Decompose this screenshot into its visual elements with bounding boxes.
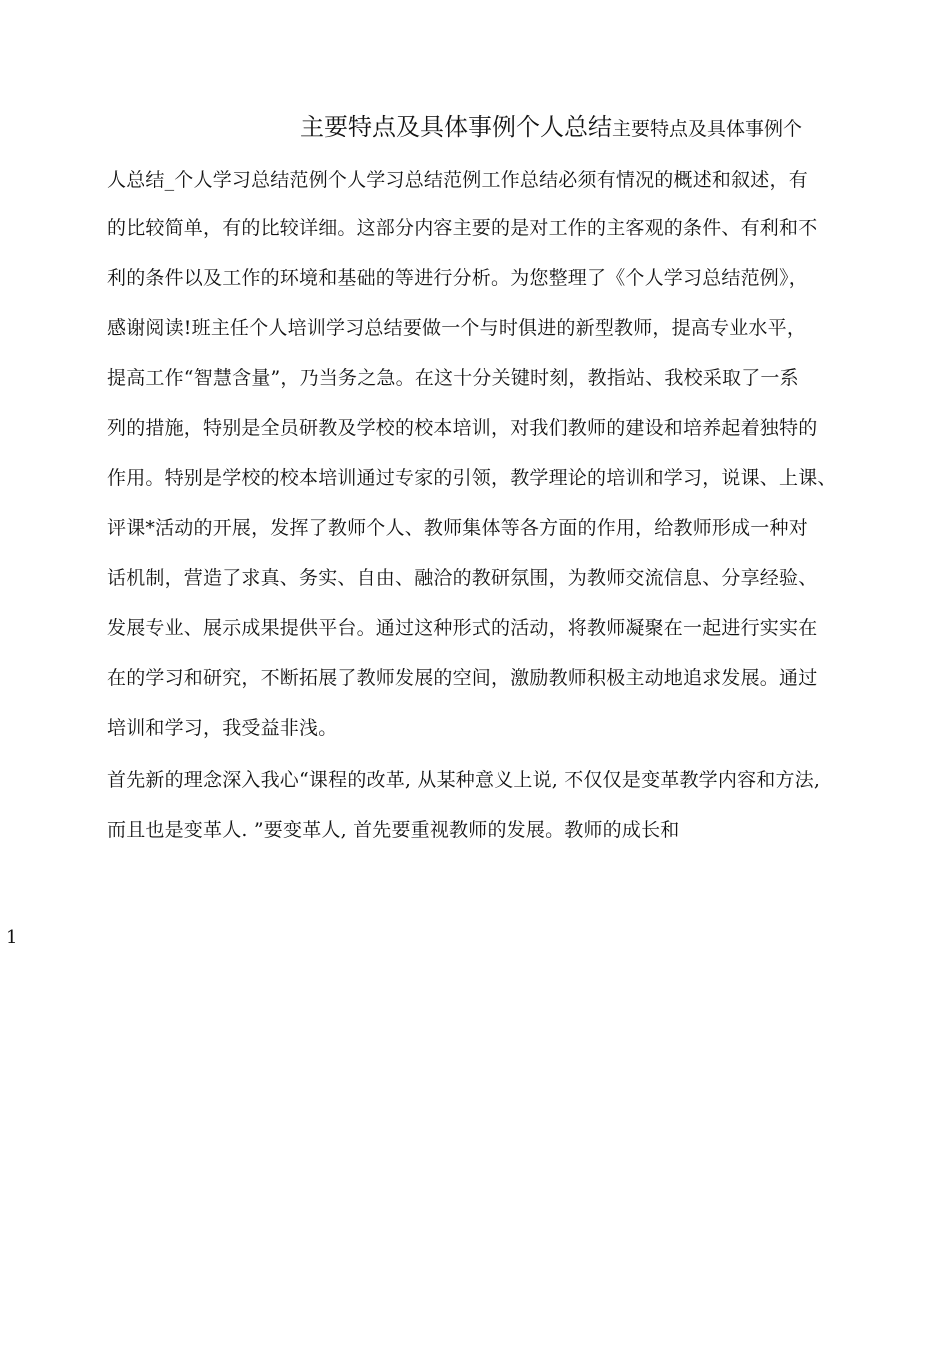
paragraph-line: 作用。特别是学校的校本培训通过专家的引领，教学理论的培训和学习，说课、上课、 xyxy=(107,467,837,489)
paragraph-line: 人总结_个人学习总结范例个人学习总结范例工作总结必须有情况的概述和叙述，有 xyxy=(107,169,808,191)
paragraph-line: 的比较简单，有的比较详细。这部分内容主要的是对工作的主客观的条件、有利和不 xyxy=(107,217,818,239)
paragraph-line: 利的条件以及工作的环境和基础的等进行分析。为您整理了《个人学习总结范例》， xyxy=(107,267,808,289)
paragraph-line: 培训和学习，我受益非浅。 xyxy=(107,717,338,739)
title-main: 主要特点及具体事例个人总结 xyxy=(300,113,612,141)
document-title xyxy=(300,112,802,145)
paragraph-line: 话机制，营造了求真、务实、自由、融洽的教研氛围，为教师交流信息、分享经验、 xyxy=(107,567,818,589)
title-tail: 主要特点及具体事例个 xyxy=(612,118,803,140)
paragraph-line: 首先新的理念深入我心“课程的改革, 从某种意义上说, 不仅仅是变革教学内容和方法, xyxy=(107,769,821,791)
paragraph-line: 在的学习和研究，不断拓展了教师发展的空间，激励教师积极主动地追求发展。通过 xyxy=(107,667,818,689)
paragraph-line: 列的措施，特别是全员研教及学校的校本培训，对我们教师的建设和培养起着独特的 xyxy=(107,417,818,439)
paragraph-line: 而且也是变革人. ”要变革人, 首先要重视教师的发展。教师的成长和 xyxy=(107,819,680,841)
paragraph-line: 评课*活动的开展，发挥了教师个人、教师集体等各方面的作用，给教师形成一种对 xyxy=(107,517,808,539)
paragraph-line: 发展专业、展示成果提供平台。通过这种形式的活动，将教师凝聚在一起进行实实在 xyxy=(107,617,818,639)
paragraph-line: 感谢阅读!班主任个人培训学习总结要做一个与时俱进的新型教师，提高专业水平， xyxy=(107,317,807,339)
page-number: 1 xyxy=(6,927,18,948)
paragraph-line: 提高工作“智慧含量”，乃当务之急。在这十分关键时刻，教指站、我校采取了一系 xyxy=(107,367,799,389)
